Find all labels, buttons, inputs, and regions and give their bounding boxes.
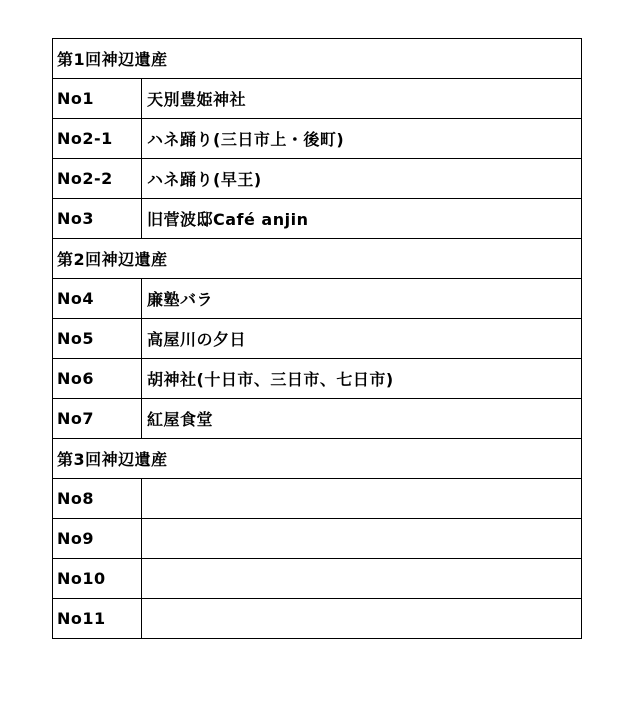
item-number: No6 xyxy=(53,359,142,399)
item-number: No1 xyxy=(53,79,142,119)
table-row xyxy=(53,559,582,599)
section-title: 第1回神辺遺産 xyxy=(53,39,582,79)
item-number: No5 xyxy=(53,319,142,359)
table-row xyxy=(53,199,582,239)
item-name xyxy=(142,559,582,599)
item-name: 天別豊姫神社 xyxy=(142,79,582,119)
item-number: No9 xyxy=(53,519,142,559)
item-number: No8 xyxy=(53,479,142,519)
table-row xyxy=(53,159,582,199)
item-number: No2-2 xyxy=(53,159,142,199)
table-row xyxy=(53,319,582,359)
item-name xyxy=(142,519,582,559)
section-header-row xyxy=(53,39,582,79)
section-header-row xyxy=(53,439,582,479)
item-number: No4 xyxy=(53,279,142,319)
item-name: 旧菅波邸Café anjin xyxy=(142,199,582,239)
table-row xyxy=(53,519,582,559)
heritage-table-body xyxy=(53,39,582,639)
table-row xyxy=(53,399,582,439)
item-name: 紅屋食堂 xyxy=(142,399,582,439)
item-name: ハネ踊り(早王) xyxy=(142,159,582,199)
item-number: No3 xyxy=(53,199,142,239)
heritage-table xyxy=(52,38,582,639)
item-name: ハネ踊り(三日市上・後町) xyxy=(142,119,582,159)
table-row xyxy=(53,359,582,399)
table-row xyxy=(53,279,582,319)
table-row xyxy=(53,479,582,519)
item-number: No10 xyxy=(53,559,142,599)
item-name xyxy=(142,479,582,519)
item-name: 廉塾バラ xyxy=(142,279,582,319)
item-number: No2-1 xyxy=(53,119,142,159)
section-title: 第3回神辺遺産 xyxy=(53,439,582,479)
section-title: 第2回神辺遺産 xyxy=(53,239,582,279)
table-row xyxy=(53,79,582,119)
item-name xyxy=(142,599,582,639)
item-number: No11 xyxy=(53,599,142,639)
table-row xyxy=(53,599,582,639)
item-name: 高屋川の夕日 xyxy=(142,319,582,359)
item-name: 胡神社(十日市、三日市、七日市) xyxy=(142,359,582,399)
item-number: No7 xyxy=(53,399,142,439)
table-row xyxy=(53,119,582,159)
section-header-row xyxy=(53,239,582,279)
